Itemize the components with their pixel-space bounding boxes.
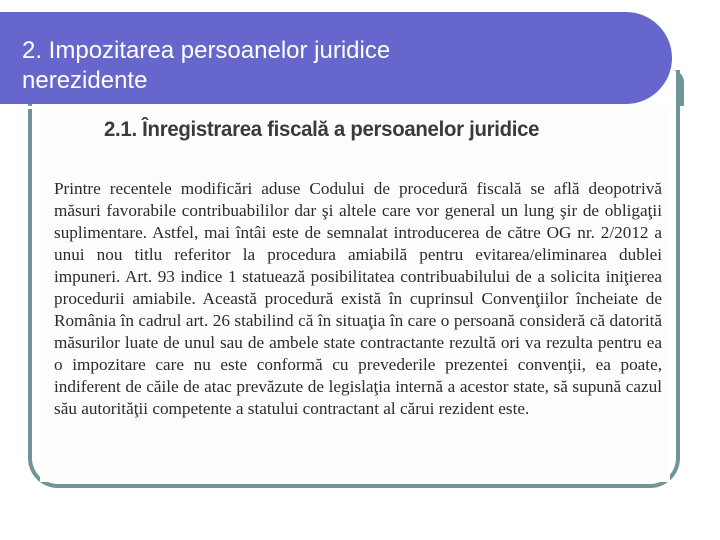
- slide-title: 2. Impozitarea persoanelor juridice nerezidente: [22, 37, 391, 94]
- scanned-document: [40, 106, 670, 482]
- document-body: Printre recentele modificări aduse Codului de procedură fiscală se află deopotrivă măsuri favorabile contribuabililor dar şi altele care vor general un lung şir de obligaţii suplimentare. Astfel, mai întâi este de semnalat introducerea de către OG nr. 2/2012 a unui nou titlu referitor la procedura amiabilă pentru evitarea/eliminarea dublei impuneri. Art. 93 indice 1 statuează posibilitatea contribuabilului de a solicita iniţierea procedurii amiabile. Această procedură există în cuprinsul Convenţiilor încheiate de România în cadrul art. 26 stabilind că în situaţia în care o persoană consideră că datorită măsurilor luate de unul sau de ambele state contractante rezultă ori va rezulta pentru ea o impozitare care nu este conformă cu prevederile prezentei convenţii, ea poate, indiferent de căile de atac prevăzute de legislaţia internă a acestor state, să supună cazul său autorităţii competente a statului contractant al cărui rezident este.: [54, 179, 662, 418]
- slide-frame-corner: [672, 70, 684, 106]
- title-banner: [0, 12, 672, 104]
- document-heading: 2.1. Înregistrarea fiscală a persoanelor juridice: [104, 118, 540, 141]
